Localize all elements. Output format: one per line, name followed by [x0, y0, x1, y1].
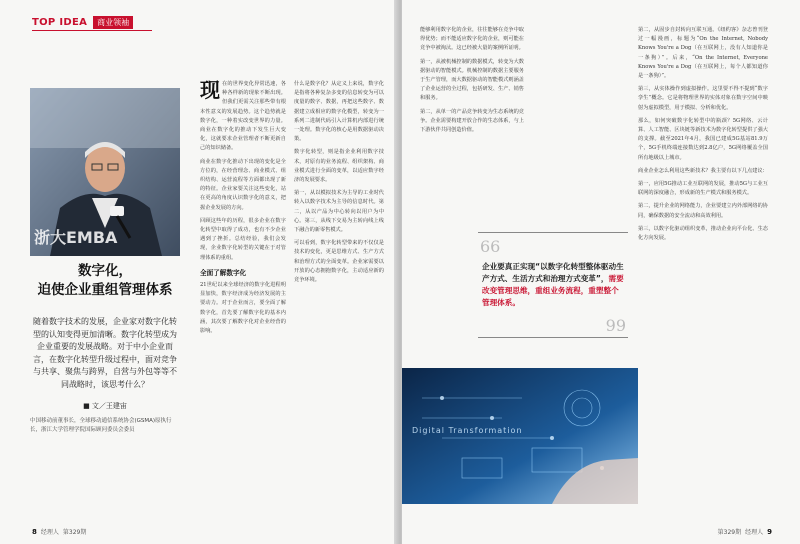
title-line-1: 数字化，: [78, 263, 132, 279]
paragraph: 第一，从以模拟技术为主导的工业时代转入以数字技术为主导的信息时代。第二，从以产品为中心转向以用户为中心。第三，从线下交易为主转向线上线下融合的新零售模式。: [294, 190, 384, 234]
left-footer: [32, 527, 86, 536]
paragraph: 第三，从实体操作到虚拟操作。这里要不得不提到“数字孪生”概念。它是将物理世界的实体对象在数字空间中映射为虚拟模型，用于模拟、分析和优化。: [638, 86, 768, 111]
pull-quote-red: 需要改变管理思维，重组业务流程，重塑整个管理体系。: [482, 274, 624, 307]
close-quote-mark: 99: [605, 316, 626, 335]
issue-number: 第329期: [62, 529, 87, 536]
paragraph: 商业在数字化推动下出现的变化是全方位的，在经营理念、商业模式、组织结构、运营流程等方面都出现了新的特征。企业家要关注这些变化，站在更高的角度认识数字化的意义，把握企业发展的方向。: [200, 158, 286, 211]
paragraph: 能够利用数字化的企业，往往能够在竞争中取得优势；而不能适应数字化的企业，则可能在竞争中被淘汰。这已经被大量的案例所证明。: [420, 27, 524, 52]
subheading: 全面了解数字化: [200, 268, 247, 277]
body-column-2: [294, 80, 384, 520]
pull-quote-black: 企业要真正实现“以数字化转型整体驱动生产方式、生活方式和治理方式变革”，: [482, 262, 624, 283]
pull-quote-text: [482, 261, 626, 309]
paragraph: 商业企业怎么利用这些新技术？我主要有以下几点建议：: [638, 167, 768, 174]
author-bio: 中国移动前董事长，全球移动通信系统协会(GSMA)原执行长，浙江大学管理学院国际顾问委员会委员: [30, 418, 172, 433]
byline: ■ 文／王建宙: [83, 402, 127, 410]
header-rule: [32, 30, 152, 31]
page-number: 8: [32, 527, 37, 536]
paragraph: 回顾这些年的历程，很多企业在数字化转型中取得了成功，也有不少企业遇到了挫折。总结经验，我们会发现，企业数字化转型的关键在于对管理体系的重组。: [200, 217, 286, 261]
paragraph: 第一，从被机械控制的数据模式，转变为大数据驱动的智能模式。机械控制的数据主要服务于生产管理，而大数据驱动的智能模式则涵盖了企业运营的全过程，包括研发、生产、销售和服务。: [420, 58, 524, 102]
digital-tech-image: [402, 368, 638, 504]
pull-quote: [478, 232, 628, 338]
body-column-3: [420, 26, 524, 226]
paragraph: 什么是数字化？从定义上来说，数字化是指将各种复杂多变的信息转变为可以度量的数字、数据，再把这些数字、数据建立成相应的数字化模型，转变为一系列二进制代码引入计算机内部进行统一处理。数字化的核心是用数据驱动决策。: [294, 81, 384, 143]
right-footer: [718, 527, 772, 536]
title-line-2: 迫使企业重组管理体系: [37, 282, 173, 298]
body-column-1: [200, 80, 286, 520]
paragraph: 第二，从单一的产品竞争转变为生态系统的竞争。企业需要构建开放合作的生态体系，与上下游伙伴共同创造价值。: [420, 108, 524, 134]
body-column-4: [638, 26, 768, 506]
page-number: 9: [767, 527, 772, 536]
paragraph: 在的世界变化异常迅速，各种各样新的现象不断出现。但我们更需关注那些带有根本性意义的发展趋势。这个趋势就是数字化，一种着实改变世界的力量。商业在数字化的推动下发生巨大变化，这就要求企业管理者不断更新自己的知识储备。: [200, 81, 286, 152]
brand-label: TOP IDEA: [32, 17, 88, 28]
open-quote-mark: 66: [480, 237, 501, 256]
paragraph: 可以看到，数字化转型带来的不仅仅是技术的变化，更是思维方式、生产方式和治理方式的全面变革。企业家需要以开放的心态拥抱数字化，主动适应新的竞争环境。: [294, 240, 384, 284]
photo-backdrop-text: 浙大EMBA: [34, 228, 118, 247]
article-title: [30, 262, 180, 300]
author-photo: [30, 88, 180, 256]
article-titlebox: [30, 256, 180, 466]
dropcap: 现: [200, 80, 220, 102]
issue-number: 第329期: [717, 529, 742, 536]
magazine-name: 经理人: [40, 529, 59, 536]
section-tag: 商业领袖: [93, 16, 133, 29]
tech-overlay-text: Digital Transformation: [412, 426, 523, 435]
paragraph: 第二，提升企业的网络能力，企业要建立内外部网络的协同，确保数据的安全流动和高效利用。: [638, 203, 768, 219]
paragraph: 第一，应用5G推动工业互联网的发展，推动5G与工业互联网的深度融合，形成新的生产模式和服务模式。: [638, 181, 768, 197]
left-page: [0, 0, 398, 544]
paragraph: 数字化转型，则是指企业利用数字技术，对原有的业务流程、组织架构、商业模式进行全面的变革，以适应数字经济的发展要求。: [294, 149, 384, 184]
paragraph: 第三，以数字化驱动组织变革，推动企业向平台化、生态化方向发展。: [638, 225, 768, 242]
paragraph: 那么，如何突破数字化转型中的瓶颈？5G网络、云计算、人工智能、区块链等新技术为数字化转型提供了强大的支撑。截至2021年4月，我国已建成5G基站81.9万个，5G手机终端连接数达到2.8亿户，5G网络覆盖全国所有地级以上城市。: [638, 117, 768, 161]
article-deck: 随着数字技术的发展，企业家对数字化转型的认知变得更加清晰。数字化转型成为企业重要的发展战略。对于中小企业而言，在数字化转型升级过程中，面对竞争与共享、聚焦与跨界，自营与外包等等不同战略时，该思考什么？: [33, 317, 177, 389]
magazine-name: 经理人: [745, 529, 764, 536]
paragraph: 21世纪以来全球经济的数字化进程明显加快，数字经济成为经济发展的主要动力。对于企业而言，要全面了解数字化，首先要了解数字化的基本内涵，其次要了解数字化对企业经营的影响。: [200, 282, 286, 335]
paragraph: 第二，从固步自封转向互联互通。《纽约客》杂志曾刊登过一幅漫画，标题为“On the Internet, Nobody Knows You're a Dog（在互联网上，没有人知道你是一条狗）”。后来，“On the Internet, Everyone Knows You're a Dog（在互联网上，每个人都知道你是一条狗）”。: [638, 27, 768, 80]
section-header: [32, 16, 133, 29]
